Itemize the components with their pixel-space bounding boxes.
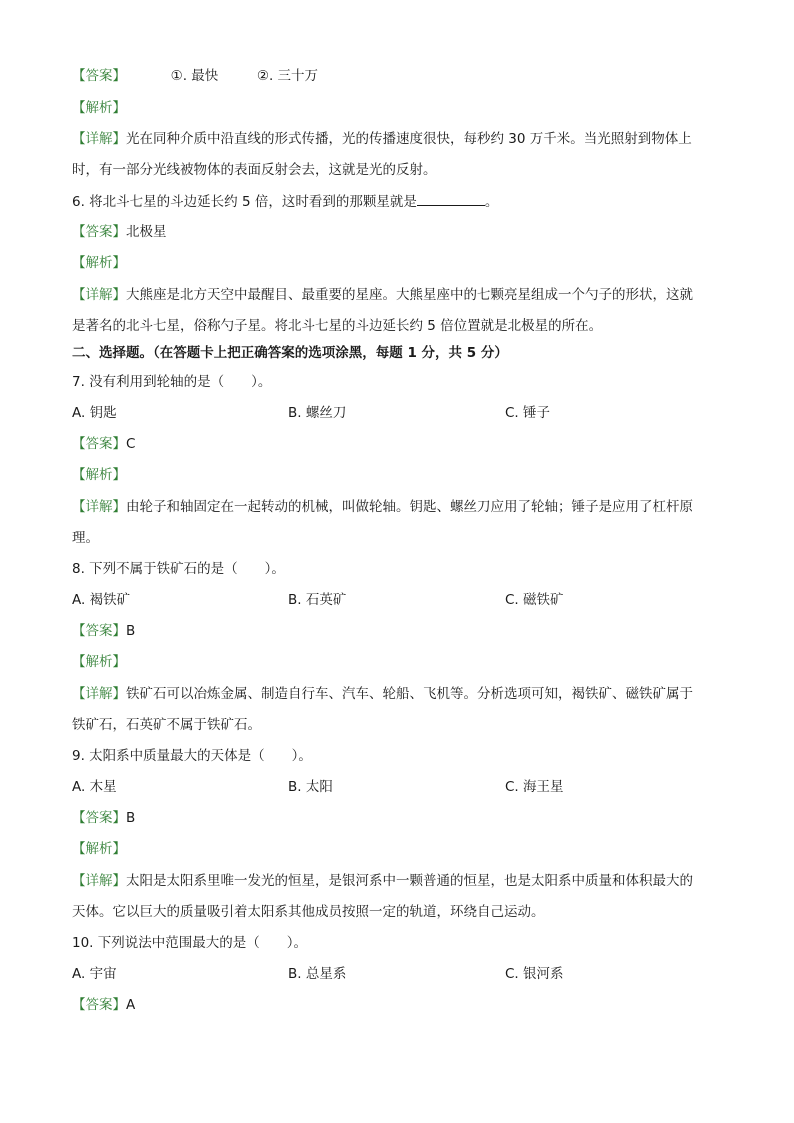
q8-detail-line-2: 铁矿石，石英矿不属于铁矿石。 <box>72 717 261 733</box>
q8-analysis-tag-line <box>72 652 126 672</box>
q5-analysis-tag-line <box>72 98 126 118</box>
q9-detail-line-2: 天体。它以巨大的质量吸引着太阳系其他成员按照一定的轨道，环绕自己运动。 <box>72 904 545 920</box>
q10-option-b: B. 总星系 <box>288 966 347 982</box>
detail-tag: 【详解】 <box>72 499 126 515</box>
q10-question: 10. 下列说法中范围最大的是（ ）。 <box>72 935 308 951</box>
q10-option-a: A. 宇宙 <box>72 966 117 982</box>
q5-answer-part-2: ②. 三十万 <box>256 68 319 84</box>
q5-detail-line-1 <box>72 129 692 149</box>
q7-detail-line-1 <box>72 497 693 517</box>
answer-tag: 【答案】 <box>72 810 126 826</box>
q10-answer: A <box>126 997 136 1013</box>
detail-tag: 【详解】 <box>72 131 126 147</box>
q6-detail-line-2: 是著名的北斗七星，俗称勺子星。将北斗七星的斗边延长约 5 倍位置就是北极星的所在。 <box>72 318 603 334</box>
q7-detail-line-2: 理。 <box>72 530 99 546</box>
analysis-tag: 【解析】 <box>72 100 126 116</box>
q9-analysis-tag-line <box>72 839 126 859</box>
answer-tag: 【答案】 <box>72 68 126 84</box>
q6-answer-line <box>72 222 167 242</box>
q9-option-b: B. 太阳 <box>288 779 333 795</box>
q9-question: 9. 太阳系中质量最大的天体是（ ）。 <box>72 748 312 764</box>
q7-option-c: C. 锤子 <box>505 405 551 421</box>
q8-answer-line <box>72 621 135 641</box>
q6-question-end: 。 <box>484 194 499 210</box>
q5-answer-part-1: ①. 最快 <box>170 68 219 84</box>
q6-detail-text-1: 大熊座是北方天空中最醒目、最重要的星座。大熊星座中的七颗亮星组成一个勺子的形状，这就 <box>126 287 693 303</box>
q8-option-b: B. 石英矿 <box>288 592 347 608</box>
q5-detail-line-2: 时，有一部分光线被物体的表面反射会去，这就是光的反射。 <box>72 162 437 178</box>
q9-answer-line <box>72 808 135 828</box>
q6-question <box>72 191 498 212</box>
q8-detail-text-1: 铁矿石可以冶炼金属、制造自行车、汽车、轮船、飞机等。分析选项可知，褐铁矿、磁铁矿属于 <box>126 686 693 702</box>
q7-detail-text-1: 由轮子和轴固定在一起转动的机械，叫做轮轴。钥匙、螺丝刀应用了轮轴；锤子是应用了杠杆原 <box>126 499 693 515</box>
q7-answer: C <box>126 436 136 452</box>
analysis-tag: 【解析】 <box>72 654 126 670</box>
q7-analysis-tag-line <box>72 465 126 485</box>
q6-answer-blank <box>417 191 485 206</box>
q7-option-a: A. 钥匙 <box>72 405 117 421</box>
q9-answer: B <box>126 810 136 826</box>
q7-answer-line <box>72 434 135 454</box>
q6-question-text: 6. 将北斗七星的斗边延长约 5 倍，这时看到的那颗星就是 <box>72 194 417 210</box>
analysis-tag: 【解析】 <box>72 255 126 271</box>
analysis-tag: 【解析】 <box>72 467 126 483</box>
q6-detail-line-1 <box>72 285 693 305</box>
answer-tag: 【答案】 <box>72 436 126 452</box>
q8-option-c: C. 磁铁矿 <box>505 592 564 608</box>
q8-option-a: A. 褐铁矿 <box>72 592 131 608</box>
answer-tag: 【答案】 <box>72 997 126 1013</box>
q6-analysis-tag-line <box>72 253 126 273</box>
q8-detail-line-1 <box>72 684 693 704</box>
detail-tag: 【详解】 <box>72 287 126 303</box>
q10-option-c: C. 银河系 <box>505 966 564 982</box>
q5-detail-text-1: 光在同种介质中沿直线的形式传播，光的传播速度很快，每秒约 30 万千米。当光照射到物体上 <box>126 131 692 147</box>
q8-question: 8. 下列不属于铁矿石的是（ ）。 <box>72 561 285 577</box>
q9-detail-text-1: 太阳是太阳系里唯一发光的恒星，是银河系中一颗普通的恒星，也是太阳系中质量和体积最大的 <box>126 873 693 889</box>
detail-tag: 【详解】 <box>72 873 126 889</box>
q7-question: 7. 没有利用到轮轴的是（ ）。 <box>72 374 272 390</box>
q5-answer-line <box>72 66 318 86</box>
detail-tag: 【详解】 <box>72 686 126 702</box>
q6-answer: 北极星 <box>126 224 167 240</box>
analysis-tag: 【解析】 <box>72 841 126 857</box>
q9-option-c: C. 海王星 <box>505 779 564 795</box>
q8-answer: B <box>126 623 136 639</box>
q9-option-a: A. 木星 <box>72 779 117 795</box>
q7-option-b: B. 螺丝刀 <box>288 405 347 421</box>
q9-detail-line-1 <box>72 871 693 891</box>
answer-tag: 【答案】 <box>72 224 126 240</box>
section-2-heading: 二、选择题。（在答题卡上把正确答案的选项涂黑，每题 1 分，共 5 分） <box>72 345 508 361</box>
q10-answer-line <box>72 995 135 1015</box>
answer-tag: 【答案】 <box>72 623 126 639</box>
